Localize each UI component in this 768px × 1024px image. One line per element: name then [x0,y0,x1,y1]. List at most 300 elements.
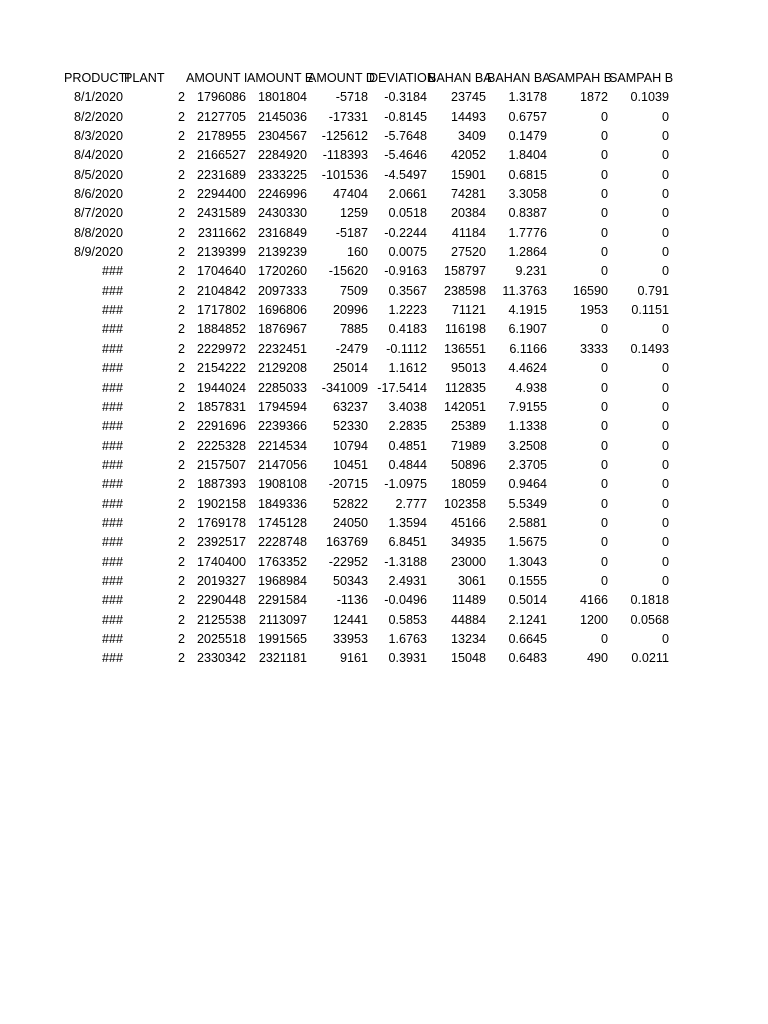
table-cell[interactable]: 2 [177,245,185,260]
table-cell[interactable]: ### [101,303,123,318]
table-cell[interactable]: 2 [177,148,185,163]
table-cell[interactable]: 0.0075 [388,245,427,260]
column-header[interactable]: DEVIATION [369,71,436,85]
table-cell[interactable]: 0.0518 [388,206,427,221]
table-cell[interactable]: 1.5675 [508,535,547,550]
table-cell[interactable]: 1.7776 [508,225,547,240]
table-cell[interactable]: 2 [177,438,185,453]
table-cell[interactable]: ### [101,593,123,608]
table-cell[interactable]: 0 [661,361,669,376]
table-cell[interactable]: 5.5349 [508,496,547,511]
table-cell[interactable]: -5.4646 [384,148,427,163]
table-cell[interactable]: 0 [600,535,608,550]
table-cell[interactable]: -17.5414 [377,380,427,395]
table-cell[interactable]: 163769 [325,535,368,550]
table-cell[interactable]: 1801804 [257,90,307,105]
column-header[interactable]: AMOUNT I [186,71,248,85]
table-cell[interactable]: ### [101,438,123,453]
table-cell[interactable]: 2330342 [196,651,246,666]
table-cell[interactable]: ### [101,419,123,434]
table-cell[interactable]: 2246996 [257,187,307,202]
table-cell[interactable]: 1.2864 [508,245,547,260]
table-cell[interactable]: 2333225 [257,167,307,182]
table-cell[interactable]: 0 [661,129,669,144]
table-cell[interactable]: 1769178 [196,515,246,530]
table-cell[interactable]: 0 [661,631,669,646]
table-cell[interactable]: 0 [661,535,669,550]
table-cell[interactable]: 2.0661 [388,187,427,202]
table-cell[interactable]: 2430330 [257,206,307,221]
table-cell[interactable]: 1902158 [196,496,246,511]
table-cell[interactable]: 0 [661,264,669,279]
table-cell[interactable]: 116198 [444,322,486,337]
table-cell[interactable]: -0.2244 [384,225,427,240]
table-cell[interactable]: ### [101,554,123,569]
table-cell[interactable]: 0 [600,206,608,221]
table-cell[interactable]: 8/7/2020 [73,206,123,221]
table-cell[interactable]: 20996 [332,303,368,318]
table-cell[interactable]: -0.8145 [384,109,427,124]
table-cell[interactable]: 2431589 [196,206,246,221]
table-cell[interactable]: 9.231 [515,264,547,279]
table-cell[interactable]: 4.4624 [508,361,547,376]
table-cell[interactable]: 2154222 [196,361,246,376]
table-cell[interactable]: ### [101,573,123,588]
table-cell[interactable]: 2 [177,129,185,144]
table-cell[interactable]: 3.4038 [388,399,427,414]
table-cell[interactable]: 2311662 [197,225,246,240]
table-cell[interactable]: 1857831 [196,399,246,414]
table-cell[interactable]: 2290448 [196,593,246,608]
table-cell[interactable]: ### [101,361,123,376]
table-cell[interactable]: 0.3567 [388,283,427,298]
table-cell[interactable]: 7.9155 [508,399,547,414]
table-cell[interactable]: 0 [600,419,608,434]
table-cell[interactable]: 2 [177,187,185,202]
table-cell[interactable]: -341009 [321,380,368,395]
table-cell[interactable]: 0.1039 [630,90,669,105]
table-cell[interactable]: ### [101,264,123,279]
table-cell[interactable]: 4166 [579,593,608,608]
table-cell[interactable]: 6.1166 [509,341,547,356]
table-cell[interactable]: 0.5853 [388,612,427,627]
table-cell[interactable]: 160 [346,245,368,260]
table-cell[interactable]: 1872 [579,90,608,105]
table-cell[interactable]: 238598 [443,283,486,298]
table-cell[interactable]: ### [101,535,123,550]
table-cell[interactable]: 2285033 [257,380,307,395]
table-cell[interactable]: 71121 [451,303,486,318]
table-cell[interactable]: 0.6815 [508,167,547,182]
table-cell[interactable]: 1908108 [257,477,307,492]
table-cell[interactable]: 50896 [450,457,486,472]
table-cell[interactable]: 1.6763 [388,631,427,646]
table-cell[interactable]: 1740400 [196,554,246,569]
table-cell[interactable]: 2225328 [196,438,246,453]
table-cell[interactable]: 0 [661,457,669,472]
table-cell[interactable]: -5718 [335,90,368,105]
table-cell[interactable]: 1991565 [257,631,307,646]
table-cell[interactable]: ### [101,399,123,414]
table-cell[interactable]: ### [101,341,123,356]
table-cell[interactable]: -0.0496 [384,593,427,608]
table-cell[interactable]: 0 [600,399,608,414]
table-cell[interactable]: 0 [661,477,669,492]
table-cell[interactable]: 2157507 [196,457,246,472]
table-cell[interactable]: 2.4931 [388,573,427,588]
table-cell[interactable]: 25389 [450,419,486,434]
table-cell[interactable]: 0.0211 [631,651,669,666]
table-cell[interactable]: 2178955 [196,129,246,144]
table-cell[interactable]: 3.2508 [508,438,547,453]
table-cell[interactable]: -20715 [328,477,368,492]
table-cell[interactable]: 25014 [332,361,368,376]
table-cell[interactable]: -1.0975 [384,477,427,492]
table-cell[interactable]: 136551 [443,341,486,356]
table-cell[interactable]: 4.1915 [508,303,547,318]
table-cell[interactable]: 0 [661,380,669,395]
table-cell[interactable]: -118393 [322,148,368,163]
table-cell[interactable]: 16590 [572,283,608,298]
table-cell[interactable]: 2 [177,264,185,279]
table-cell[interactable]: 0 [600,496,608,511]
table-cell[interactable]: 2294400 [196,187,246,202]
table-cell[interactable]: 9161 [339,651,368,666]
table-cell[interactable]: 0 [661,515,669,530]
table-cell[interactable]: 1796086 [196,90,246,105]
table-cell[interactable]: 2239366 [257,419,307,434]
table-cell[interactable]: 0 [600,225,608,240]
table-cell[interactable]: ### [101,283,123,298]
table-cell[interactable]: 0 [661,554,669,569]
table-cell[interactable]: 3.3058 [508,187,547,202]
table-cell[interactable]: 0 [600,322,608,337]
table-cell[interactable]: 2 [177,399,185,414]
table-cell[interactable]: 1944024 [196,380,246,395]
table-cell[interactable]: 33953 [332,631,368,646]
table-cell[interactable]: 2147056 [257,457,307,472]
table-cell[interactable]: 0 [600,187,608,202]
column-header[interactable]: SAMPAH B [609,71,674,85]
table-cell[interactable]: 2104842 [196,283,246,298]
table-cell[interactable]: 0.0568 [630,612,669,627]
table-cell[interactable]: 2145036 [257,109,307,124]
table-cell[interactable]: 52330 [332,419,368,434]
table-cell[interactable]: 2316849 [257,225,307,240]
table-cell[interactable]: 0.3931 [388,651,427,666]
table-cell[interactable]: 50343 [332,573,368,588]
table-cell[interactable]: ### [101,612,123,627]
table-cell[interactable]: ### [101,380,123,395]
table-cell[interactable]: 0 [661,399,669,414]
column-header[interactable]: PRODUCTI [64,71,130,85]
table-cell[interactable]: 2 [177,283,185,298]
table-cell[interactable]: 2.5881 [508,515,547,530]
table-cell[interactable]: 8/6/2020 [73,187,123,202]
table-cell[interactable]: 0 [600,380,608,395]
table-cell[interactable]: 0 [600,457,608,472]
table-cell[interactable]: 0 [600,148,608,163]
table-cell[interactable]: 0 [600,573,608,588]
table-cell[interactable]: 490 [586,651,608,666]
table-cell[interactable]: 2392517 [196,535,246,550]
table-cell[interactable]: -17331 [328,109,368,124]
table-cell[interactable]: 34935 [450,535,486,550]
table-cell[interactable]: 23000 [450,554,486,569]
table-cell[interactable]: 0 [600,109,608,124]
table-cell[interactable]: 2019327 [196,573,246,588]
table-cell[interactable]: 2129208 [257,361,307,376]
table-cell[interactable]: 1717802 [196,303,246,318]
table-cell[interactable]: -2479 [335,341,368,356]
table-cell[interactable]: 0 [661,438,669,453]
table-cell[interactable]: 8/8/2020 [73,225,123,240]
table-cell[interactable]: 45166 [450,515,486,530]
table-cell[interactable]: -4.5497 [384,167,427,182]
table-cell[interactable]: 2 [177,225,185,240]
table-cell[interactable]: 2 [177,477,185,492]
table-cell[interactable]: 10451 [332,457,368,472]
table-cell[interactable]: 0.6483 [508,651,547,666]
table-cell[interactable]: 2 [177,535,185,550]
table-cell[interactable]: 1.8404 [508,148,547,163]
table-cell[interactable]: -0.9163 [384,264,427,279]
table-cell[interactable]: 11489 [451,593,486,608]
table-cell[interactable]: 23745 [450,90,486,105]
column-header[interactable]: AMOUNT E [247,71,314,85]
table-cell[interactable]: 1876967 [257,322,307,337]
table-cell[interactable]: 0 [661,573,669,588]
table-cell[interactable]: 2113097 [258,612,307,627]
table-cell[interactable]: 15048 [450,651,486,666]
table-cell[interactable]: -125612 [321,129,368,144]
table-cell[interactable]: -101536 [321,167,368,182]
table-cell[interactable]: 2166527 [196,148,246,163]
table-cell[interactable]: 2 [177,109,185,124]
column-header[interactable]: SAMPAH B [548,71,613,85]
table-cell[interactable]: 2.2835 [388,419,427,434]
table-cell[interactable]: 8/3/2020 [73,129,123,144]
table-cell[interactable]: 2291696 [196,419,246,434]
table-cell[interactable]: 1.1338 [508,419,547,434]
table-cell[interactable]: 0 [600,438,608,453]
table-cell[interactable]: 0 [600,264,608,279]
table-cell[interactable]: 41184 [451,225,486,240]
table-cell[interactable]: 2284920 [257,148,307,163]
table-cell[interactable]: 47404 [332,187,368,202]
table-cell[interactable]: 0 [661,225,669,240]
table-cell[interactable]: -0.1112 [386,341,427,356]
column-header[interactable]: PLANT [124,71,165,85]
table-cell[interactable]: 3409 [457,129,486,144]
table-cell[interactable]: 2 [177,515,185,530]
table-cell[interactable]: 2291584 [257,593,307,608]
table-cell[interactable]: ### [101,515,123,530]
table-cell[interactable]: 0.9464 [508,477,547,492]
table-cell[interactable]: 1720260 [257,264,307,279]
table-cell[interactable]: 42052 [450,148,486,163]
table-cell[interactable]: 3061 [457,573,486,588]
table-cell[interactable]: 24050 [332,515,368,530]
table-cell[interactable]: 1887393 [196,477,246,492]
table-cell[interactable]: 2 [177,593,185,608]
table-cell[interactable]: 0.4844 [388,457,427,472]
table-cell[interactable]: ### [101,631,123,646]
table-cell[interactable]: 2125538 [196,612,246,627]
table-cell[interactable]: 0 [661,322,669,337]
table-cell[interactable]: 0.4851 [388,438,427,453]
table-cell[interactable]: 1.3043 [508,554,547,569]
table-cell[interactable]: 1.2223 [388,303,427,318]
table-cell[interactable]: 1794594 [257,399,307,414]
table-cell[interactable]: 2 [177,341,185,356]
table-cell[interactable]: 0 [661,419,669,434]
table-cell[interactable]: 0 [661,187,669,202]
table-cell[interactable]: 3333 [579,341,608,356]
table-cell[interactable]: 0.1818 [630,593,669,608]
table-cell[interactable]: 1200 [579,612,608,627]
table-cell[interactable]: 1884852 [196,322,246,337]
table-cell[interactable]: 2321181 [258,651,307,666]
table-cell[interactable]: 8/2/2020 [73,109,123,124]
table-cell[interactable]: 6.8451 [388,535,427,550]
table-cell[interactable]: 2 [177,457,185,472]
table-cell[interactable]: 13234 [450,631,486,646]
table-cell[interactable]: 4.938 [515,380,547,395]
table-cell[interactable]: 71989 [450,438,486,453]
table-cell[interactable]: 2 [177,496,185,511]
table-cell[interactable]: 0.8387 [508,206,547,221]
table-cell[interactable]: 2139239 [257,245,307,260]
table-cell[interactable]: -15620 [328,264,368,279]
table-cell[interactable]: 52822 [332,496,368,511]
table-cell[interactable]: 7885 [339,322,368,337]
table-cell[interactable]: 1704640 [196,264,246,279]
table-cell[interactable]: 14493 [450,109,486,124]
column-header[interactable]: BAHAN BA [487,71,551,85]
table-cell[interactable]: 2 [177,90,185,105]
table-cell[interactable]: -0.3184 [384,90,427,105]
table-cell[interactable]: 1.1612 [388,361,427,376]
table-cell[interactable]: 2214534 [257,438,307,453]
table-cell[interactable]: 0.1493 [630,341,669,356]
table-cell[interactable]: ### [101,651,123,666]
table-cell[interactable]: 7509 [339,283,368,298]
table-cell[interactable]: 112835 [444,380,486,395]
table-cell[interactable]: 44884 [450,612,486,627]
table-cell[interactable]: 8/4/2020 [73,148,123,163]
table-cell[interactable]: 1.3178 [508,90,547,105]
table-cell[interactable]: 0 [600,554,608,569]
table-cell[interactable]: 63237 [332,399,368,414]
table-cell[interactable]: ### [101,496,123,511]
table-cell[interactable]: 1763352 [257,554,307,569]
table-cell[interactable]: 11.3763 [502,283,547,298]
table-cell[interactable]: 2231689 [196,167,246,182]
column-header[interactable]: BAHAN BA [428,71,492,85]
table-cell[interactable]: 2 [177,612,185,627]
table-cell[interactable]: 0.1555 [508,573,547,588]
table-cell[interactable]: 0.1151 [631,303,669,318]
table-cell[interactable]: 2.1241 [508,612,547,627]
table-cell[interactable]: -1.3188 [384,554,427,569]
table-cell[interactable]: 2 [177,322,185,337]
table-cell[interactable]: 2 [177,380,185,395]
table-cell[interactable]: 1696806 [257,303,307,318]
table-cell[interactable]: 0 [600,477,608,492]
table-cell[interactable]: 2 [177,303,185,318]
table-cell[interactable]: 2 [177,631,185,646]
table-cell[interactable]: 0.6645 [508,631,547,646]
table-cell[interactable]: 0.1479 [508,129,547,144]
table-cell[interactable]: 15901 [450,167,486,182]
table-cell[interactable]: 95013 [450,361,486,376]
table-cell[interactable]: 1953 [579,303,608,318]
table-cell[interactable]: 10794 [332,438,368,453]
table-cell[interactable]: 0 [661,496,669,511]
table-cell[interactable]: ### [101,477,123,492]
table-cell[interactable]: 8/5/2020 [73,167,123,182]
table-cell[interactable]: 0 [600,631,608,646]
table-cell[interactable]: 0 [600,129,608,144]
table-cell[interactable]: 142051 [443,399,486,414]
table-cell[interactable]: 2 [177,651,185,666]
table-cell[interactable]: 6.1907 [508,322,547,337]
table-cell[interactable]: 2232451 [257,341,307,356]
table-cell[interactable]: 2 [177,167,185,182]
table-cell[interactable]: 2 [177,554,185,569]
table-cell[interactable]: 2.777 [395,496,427,511]
table-cell[interactable]: 0 [661,109,669,124]
table-cell[interactable]: 0 [600,167,608,182]
table-cell[interactable]: 2.3705 [508,457,547,472]
table-cell[interactable]: 0.791 [637,283,669,298]
table-cell[interactable]: ### [101,457,123,472]
table-cell[interactable]: 1849336 [257,496,307,511]
table-cell[interactable]: 18059 [450,477,486,492]
table-cell[interactable]: 2139399 [196,245,246,260]
table-cell[interactable]: 2 [177,419,185,434]
table-cell[interactable]: -5187 [335,225,368,240]
table-cell[interactable]: 0 [661,148,669,163]
table-cell[interactable]: 2304567 [257,129,307,144]
table-cell[interactable]: 0 [600,361,608,376]
table-cell[interactable]: 0 [600,515,608,530]
table-cell[interactable]: 8/9/2020 [73,245,123,260]
table-cell[interactable]: 1.3594 [388,515,427,530]
table-cell[interactable]: 0 [661,167,669,182]
table-cell[interactable]: 2228748 [257,535,307,550]
table-cell[interactable]: 2097333 [257,283,307,298]
column-header[interactable]: AMOUNT D [308,71,375,85]
table-cell[interactable]: 0.4183 [388,322,427,337]
table-cell[interactable]: -22952 [328,554,368,569]
table-cell[interactable]: -5.7648 [384,129,427,144]
table-cell[interactable]: 0 [661,245,669,260]
table-cell[interactable]: 74281 [450,187,486,202]
table-cell[interactable]: 0 [661,206,669,221]
table-cell[interactable]: 12441 [332,612,368,627]
table-cell[interactable]: 2 [177,573,185,588]
table-cell[interactable]: 0 [600,245,608,260]
table-cell[interactable]: 1745128 [257,515,307,530]
table-cell[interactable]: 2 [177,206,185,221]
table-cell[interactable]: 8/1/2020 [73,90,123,105]
table-cell[interactable]: 2 [177,361,185,376]
table-cell[interactable]: 0.5014 [508,593,547,608]
table-cell[interactable]: 0.6757 [508,109,547,124]
table-cell[interactable]: 2127705 [196,109,246,124]
